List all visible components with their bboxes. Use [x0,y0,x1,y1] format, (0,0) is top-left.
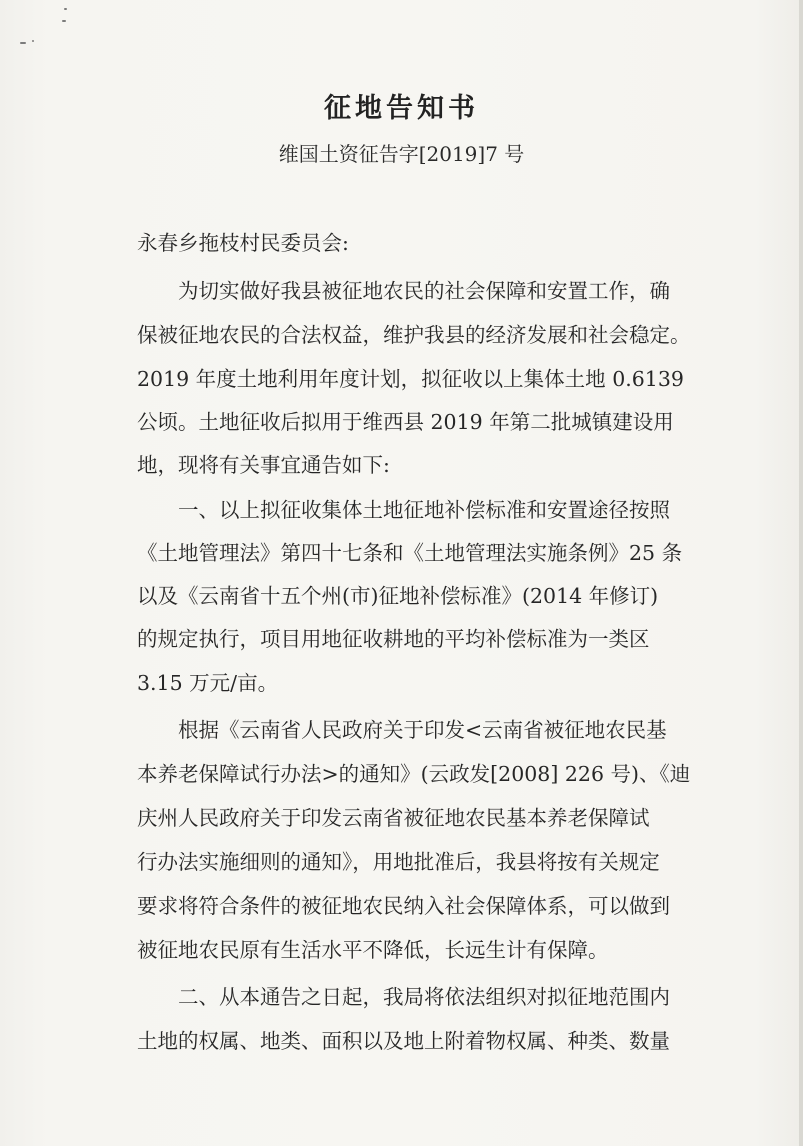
document-number: 维国土资征告字[2019]7 号 [278,142,525,166]
body-line: 被征地农民原有生活水平不降低，长远生计有保障。 [137,938,609,962]
body-line: 保被征地农民的合法权益，维护我县的经济发展和社会稳定。 [137,323,691,347]
document-title: 征地告知书 [324,93,479,124]
body-line: 的规定执行，项目用地征收耕地的平均补偿标准为一类区 [137,627,650,651]
body-line: 《土地管理法》第四十七条和《土地管理法实施条例》25 条 [137,541,683,565]
body-line: 本养老保障试行办法>的通知》(云政发[2008] 226 号)、《迪 [137,762,691,786]
body-line: 二、从本通告之日起，我局将依法组织对拟征地范围内 [137,985,670,1009]
scan-edge [799,0,803,1146]
body-line: 土地的权属、地类、面积以及地上附着物权属、种类、数量 [137,1029,670,1053]
body-line: 根据《云南省人民政府关于印发<云南省被征地农民基 [137,718,667,742]
body-line: 2019 年度土地利用年度计划，拟征收以上集体土地 0.6139 [137,367,684,391]
body-line: 一、以上拟征收集体土地征地补偿标准和安置途径按照 [137,498,670,522]
addressee: 永春乡拖枝村民委员会: [137,231,349,255]
scan-speck [32,40,34,42]
scan-speck [62,20,66,22]
body-line: 3.15 万元/亩。 [137,671,279,695]
body-line: 要求将符合条件的被征地农民纳入社会保障体系，可以做到 [137,894,670,918]
body-line: 行办法实施细则的通知》，用地批准后，我县将按有关规定 [137,850,660,874]
body-line: 地，现将有关事宜通告如下: [137,453,390,477]
body-line: 为切实做好我县被征地农民的社会保障和安置工作，确 [137,279,670,303]
body-line: 庆州人民政府关于印发云南省被征地农民基本养老保障试 [137,806,650,830]
body-line: 公顷。土地征收后拟用于维西县 2019 年第二批城镇建设用 [137,410,674,434]
body-line: 以及《云南省十五个州(市)征地补偿标准》(2014 年修订) [137,584,659,608]
scan-speck [64,8,67,10]
scan-speck [20,42,26,44]
